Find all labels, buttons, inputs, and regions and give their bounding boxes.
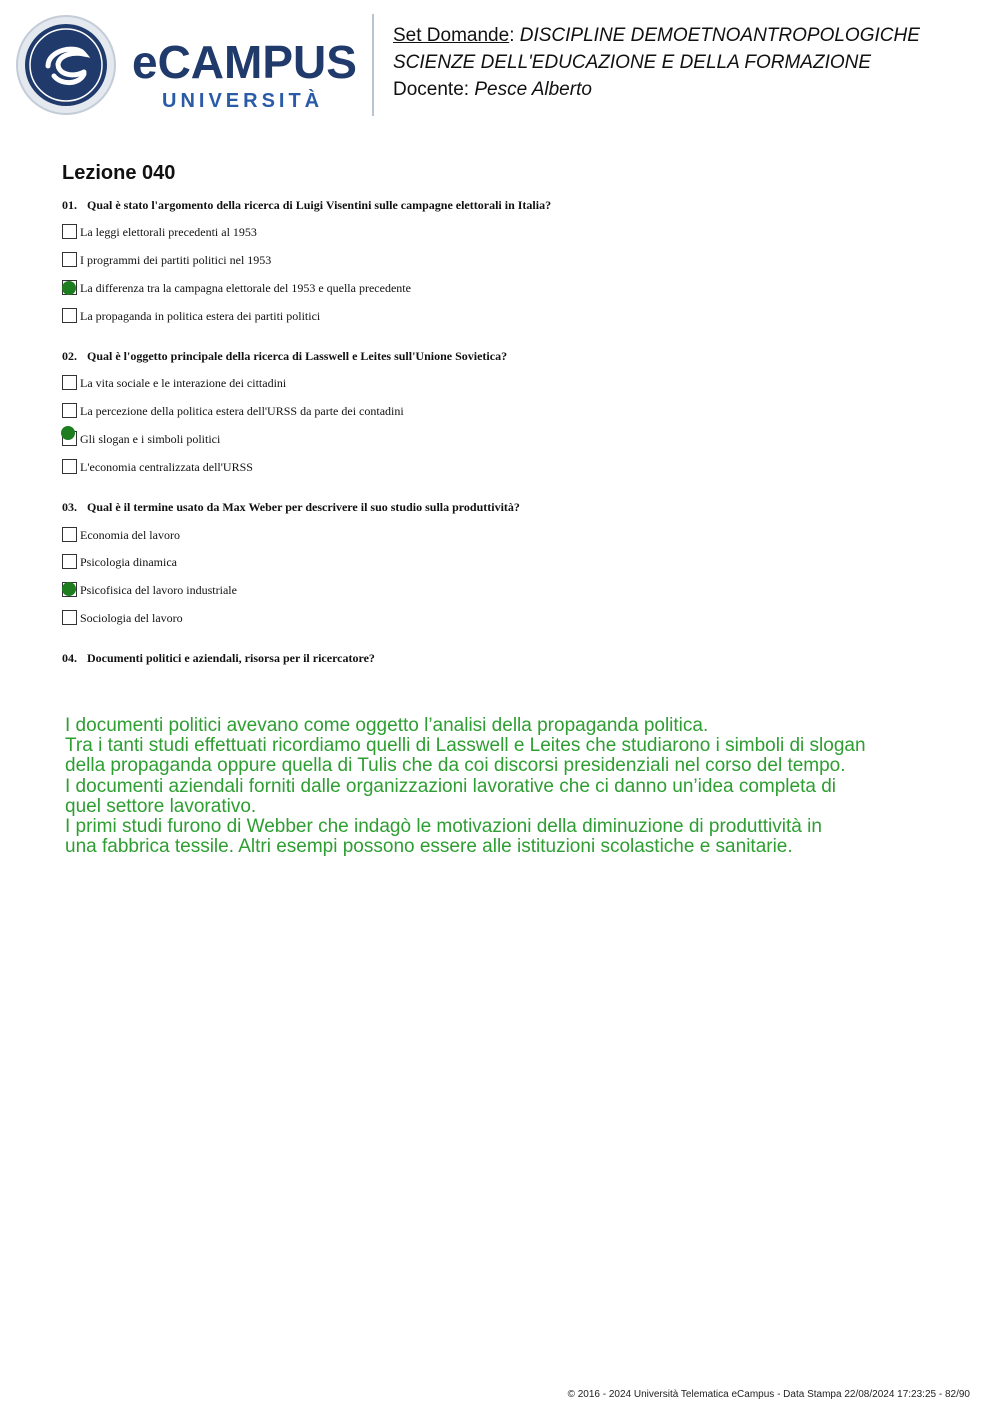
question-text: Documenti politici e aziendali, risorsa per il ricercatore? xyxy=(87,651,375,665)
question-number: 02. xyxy=(62,349,77,363)
checkbox[interactable] xyxy=(62,403,77,418)
header-divider xyxy=(372,14,374,116)
option-label: La vita sociale e le interazione dei cittadini xyxy=(80,376,287,390)
set-label: Set Domande xyxy=(393,25,510,46)
checkbox[interactable] xyxy=(62,610,77,625)
option-label: La percezione della politica estera dell'URSS da parte dei contadini xyxy=(80,404,404,418)
lesson-title: Lezione 040 xyxy=(62,162,176,184)
question-3 xyxy=(62,500,520,515)
option-label: Economia del lavoro xyxy=(80,528,180,542)
option-label: Sociologia del lavoro xyxy=(80,611,183,625)
checkbox[interactable] xyxy=(62,224,77,239)
page-footer: © 2016 - 2024 Università Telematica eCampus - Data Stampa 22/08/2024 17:23:25 - 82/90 xyxy=(567,1389,970,1400)
answer-line: I primi studi furono di Webber che indagò le motivazioni della diminuzione di produttività in xyxy=(65,816,822,838)
checkbox[interactable] xyxy=(62,554,77,569)
selected-mark-icon xyxy=(62,582,76,596)
option-label: La differenza tra la campagna elettorale del 1953 e quella precedente xyxy=(80,281,411,295)
course-info xyxy=(393,22,920,103)
checkbox[interactable] xyxy=(62,459,77,474)
selected-mark-icon xyxy=(61,426,75,440)
checkbox[interactable] xyxy=(62,308,77,323)
open-answer-text xyxy=(65,716,945,857)
option-label: Gli slogan e i simboli politici xyxy=(80,432,221,446)
set-title-line1: Set Domande: DISCIPLINE DEMOETNOANTROPOLOGICHE xyxy=(393,25,920,46)
answer-line: della propaganda oppure quella di Tulis che da coi discorsi presidenziali nel corso del tempo. xyxy=(65,755,846,777)
answer-line: una fabbrica tessile. Altri esempi possono essere alle istituzioni scolastiche e sanitarie. xyxy=(65,836,793,858)
question-number: 01. xyxy=(62,198,77,212)
question-number: 04. xyxy=(62,651,77,665)
svg-text:eCAMPUS: eCAMPUS xyxy=(132,36,357,88)
question-number: 03. xyxy=(62,500,77,514)
answer-line: quel settore lavorativo. xyxy=(65,795,257,817)
ecampus-logo xyxy=(14,14,360,118)
question-2 xyxy=(62,349,507,364)
answer-line: I documenti politici avevano come oggetto l’analisi della propaganda politica. xyxy=(65,715,709,736)
option-label: La propaganda in politica estera dei partiti politici xyxy=(80,309,321,323)
question-text: Qual è il termine usato da Max Weber per descrivere il suo studio sulla produttività? xyxy=(87,500,520,514)
checkbox[interactable] xyxy=(62,527,77,542)
option-label: La leggi elettorali precedenti al 1953 xyxy=(80,225,257,239)
question-4 xyxy=(62,651,375,666)
selected-mark-icon xyxy=(62,281,76,295)
set-title-line2 xyxy=(393,49,920,76)
question-1 xyxy=(62,198,551,213)
option-label: L'economia centralizzata dell'URSS xyxy=(80,460,253,474)
option-label: Psicofisica del lavoro industriale xyxy=(80,583,237,597)
question-text: Qual è l'oggetto principale della ricerca di Lasswell e Leites sull'Unione Sovietica? xyxy=(87,349,508,363)
checkbox[interactable] xyxy=(62,375,77,390)
option-label: I programmi dei partiti politici nel 1953 xyxy=(80,253,272,267)
page-header xyxy=(0,0,1000,130)
option-label: Psicologia dinamica xyxy=(80,555,177,569)
docente-line xyxy=(393,76,920,103)
docente-name: Pesce Alberto xyxy=(474,79,592,100)
set-subtitle: SCIENZE DELL'EDUCAZIONE E DELLA FORMAZIONE xyxy=(393,52,872,73)
checkbox[interactable] xyxy=(62,252,77,267)
docente-label: Docente: xyxy=(393,79,470,100)
answer-line: Tra i tanti studi effettuati ricordiamo quelli di Lasswell e Leites che studiarono i simboli di slogan xyxy=(65,735,866,757)
question-text: Qual è stato l'argomento della ricerca di Luigi Visentini sulle campagne elettorali in Italia? xyxy=(87,198,552,212)
answer-line: I documenti aziendali forniti dalle organizzazioni lavorative che ci danno un’idea completa di xyxy=(65,775,837,797)
svg-text:UNIVERSITÀ: UNIVERSITÀ xyxy=(162,90,324,112)
set-title: DISCIPLINE DEMOETNOANTROPOLOGICHE xyxy=(519,25,920,46)
